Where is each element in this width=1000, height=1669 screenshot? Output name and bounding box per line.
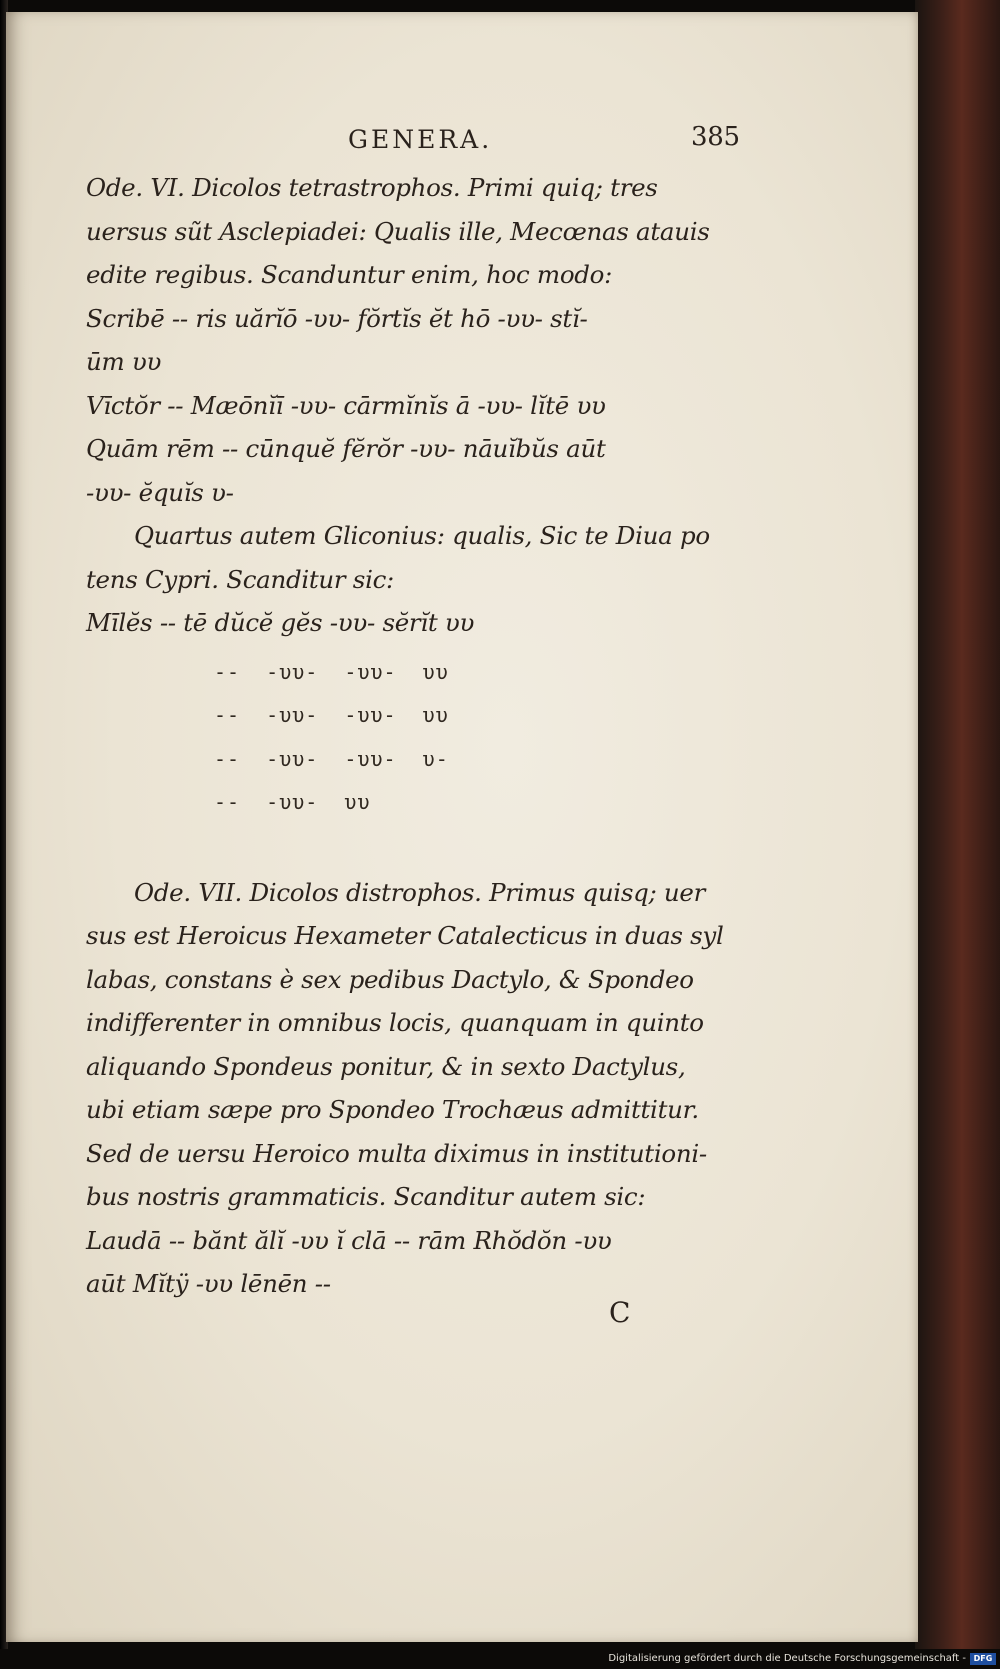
text-line: Ode. VI. Dicolos tetrastrophos. Primi quiq; tres xyxy=(86,173,658,202)
meter-line: -- -υυ- -υυ- υ- xyxy=(214,746,449,771)
meter-line: -- -υυ- -υυ- υυ xyxy=(214,659,449,684)
funding-credit: Digitalisierung gefördert durch die Deutsche Forschungsgemeinschaft - xyxy=(608,1653,966,1664)
text-line: edite regibus. Scanduntur enim, hoc modo: xyxy=(86,260,613,289)
scan-edge-right xyxy=(915,0,1000,1669)
text-line: aliquando Spondeus ponitur, & in sexto Dactylus, xyxy=(86,1051,686,1081)
text-line: tens Cypri. Scanditur sic: xyxy=(86,564,394,594)
text-line: Ode. VII. Dicolos distrophos. Primus quisq; uer xyxy=(134,877,706,907)
text-line: Sed de uersu Heroico multa diximus in institutioni- xyxy=(86,1138,707,1168)
meter-line: -- -υυ- υυ xyxy=(214,790,371,814)
text-line: indifferenter in omnibus locis, quanquam in quinto xyxy=(86,1008,704,1037)
page-text xyxy=(86,118,746,1306)
meter-scheme xyxy=(86,651,746,825)
scansion-line: Vīctŏr -- Mæōnĭī -υυ- cārmĭnĭs ā -υυ- lĭtē υυ xyxy=(86,390,606,420)
text-line: uersus sũt Asclepiadei: Qualis ille, Mecœnas atauis xyxy=(86,216,710,246)
scansion-line: aūt Mĭtÿ -υυ lēnēn -- xyxy=(86,1269,331,1298)
text-line: bus nostris grammaticis. Scanditur autem sic: xyxy=(86,1182,646,1211)
scansion-line: Laudā -- bănt ălĭ -υυ ĭ clā -- rām Rhŏdŏn -υυ xyxy=(86,1225,612,1255)
page-header xyxy=(86,118,746,166)
scansion-line: ūm υυ xyxy=(86,347,162,376)
dfg-logo-icon: DFG xyxy=(970,1653,996,1665)
meter-line: -- -υυ- -υυ- υυ xyxy=(214,703,449,727)
scansion-line: Mīlĕs -- tē dŭcĕ gĕs -υυ- sĕrĭt υυ xyxy=(86,608,475,637)
signature-mark: C xyxy=(609,1296,631,1329)
scansion-line: Quām rēm -- cūnquĕ fĕrŏr -υυ- nāuĭbŭs aūt xyxy=(86,434,606,463)
text-line: ubi etiam sæpe pro Spondeo Trochæus admittitur. xyxy=(86,1095,699,1124)
paragraph-gap xyxy=(86,833,746,871)
running-head: GENERA. xyxy=(348,125,493,154)
page-number: 385 xyxy=(691,122,740,152)
book-page xyxy=(6,12,918,1642)
scansion-line: Scribē -- ris uărĭō -υυ- fŏrtĭs ĕt hō -υυ- stĭ- xyxy=(86,303,588,333)
text-line: Quartus autem Gliconius: qualis, Sic te Diua po xyxy=(134,521,710,550)
scansion-line: -υυ- ĕquĭs υ- xyxy=(86,477,234,507)
text-line: labas, constans è sex pedibus Dactylo, & Spondeo xyxy=(86,964,694,994)
digitization-footer xyxy=(0,1649,1000,1669)
text-line: sus est Heroicus Hexameter Catalecticus in duas syl xyxy=(86,921,724,950)
